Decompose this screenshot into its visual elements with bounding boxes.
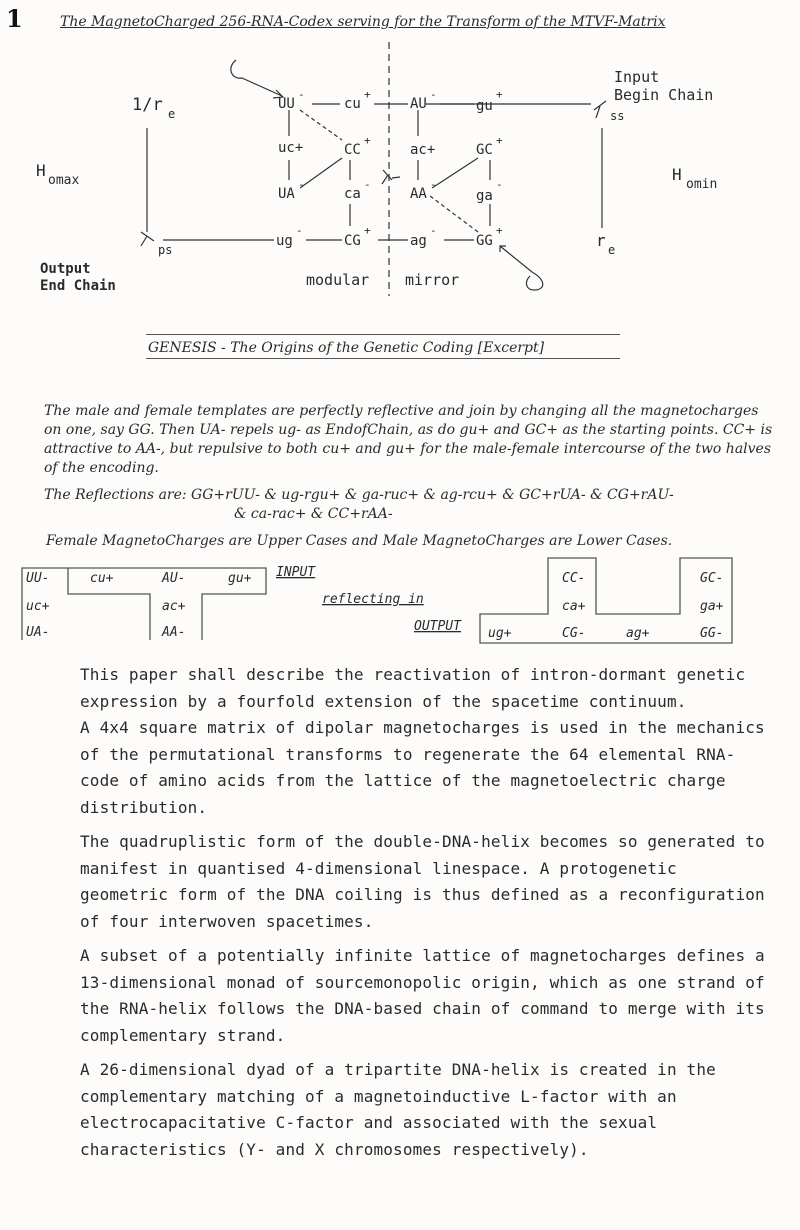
node-GG: GG [476,233,493,249]
tpl-CG: CG- [562,626,586,641]
re-label: r [596,231,606,250]
intro-paragraph: The male and female templates are perfectly reflective and join by changing all the magnetocharges on one, say GG. Then UA- repels ug- as EndofChain, as do gu+ and GC+ as the starting points. CC+ is attractive to AA-, but repulsive to both cu+ and gu+ for the male-female intercourse of the two halves of the encoding. [44,403,773,476]
right-template-outline [480,558,732,643]
homin-label: H [672,165,682,184]
tpl-AU: AU- [162,571,186,586]
mirror-label: mirror [405,271,460,289]
tpl-ca: ca+ [562,599,586,614]
node-ug: ug [276,233,293,249]
svg-text:-: - [298,88,305,101]
tpl-reflecting-label: reflecting in [322,592,424,607]
svg-text:+: + [496,134,503,147]
one-over-r-subscript: e [168,107,176,121]
tpl-GG: GG- [700,626,724,641]
reflections-line-1: The Reflections are: GG+rUU- & ug-rgu+ & ga-ruc+ & ag-rcu+ & GC+rUA- & CG+rAU- [44,487,674,503]
tpl-uc: uc+ [26,599,50,614]
svg-text:+: + [364,88,371,101]
output-label-1: Output [40,261,91,277]
start-curl-arrow [231,60,282,96]
re-subscript: e [608,243,616,257]
input-label-1: Input [614,68,660,86]
node-ca: ca [344,186,361,202]
ss-marker [594,101,606,118]
node-AA: AA [410,186,427,202]
tpl-ag: ag+ [626,626,650,641]
genesis-bottom-rule [146,358,620,359]
svg-text:+: + [364,224,371,237]
page-number: 1 [6,4,23,33]
tpl-ga: ga+ [700,599,724,614]
ss-subscript: ss [610,109,625,123]
tpl-UU: UU- [26,571,50,586]
node-gu: gu [476,98,493,114]
node-CG: CG [344,233,361,249]
tpl-cu: cu+ [90,571,114,586]
svg-text:+: + [364,134,371,147]
tpl-output-label: OUTPUT [414,619,461,634]
cases-line: Female MagnetoCharges are Upper Cases and Male MagnetoCharges are Lower Cases. [46,533,673,549]
node-AU: AU [410,96,427,112]
node-uc: uc+ [278,140,304,156]
svg-text:-: - [296,224,303,237]
homin-subscript: omin [686,177,718,192]
output-label-2: End Chain [40,278,116,294]
svg-text:-: - [430,88,437,101]
genesis-heading: GENESIS - The Origins of the Genetic Coding [Excerpt] [148,340,545,356]
svg-text:-: - [430,178,437,191]
codex-diagram [0,34,800,304]
paragraph-5: A 26-dimensional dyad of a tripartite DNA-helix is created in the complementary matching of a magnetoinductive L-factor with an electrocapacitative C-factor and associated with the sexual characteristics (Y- and X chromosomes respectively). [80,1060,716,1159]
tpl-GC: GC- [700,571,724,586]
paragraph-2: A 4x4 square matrix of dipolar magnetocharges is used in the mechanics of the permutational transforms to regenerate the 64 elemental RNA-code of amino acids from the lattice of the magnetoelectric charge distribution. [80,718,765,817]
svg-text:-: - [496,178,503,191]
one-over-r-label: 1/r [132,95,163,115]
reflections-line-2: & ca-rac+ & CC+rAA- [234,506,393,522]
tpl-UA: UA- [26,625,50,640]
node-cu: cu [344,96,361,112]
svg-text:-: - [430,224,437,237]
template-diagram [0,552,800,648]
homax-subscript: omax [48,173,80,188]
paragraph-3: The quadruplistic form of the double-DNA-helix becomes so generated to manifest in quantised 4-dimensional linespace. A protogenetic geometric form of the DNA coiling is thus defined as a reconfiguration of four interwoven spacetimes. [80,832,765,931]
tpl-ac: ac+ [162,599,186,614]
modular-label: modular [306,271,370,289]
svg-text:-: - [364,178,371,191]
ps-subscript: ps [158,243,173,257]
node-ac: ac+ [410,142,436,158]
center-marker [382,170,400,184]
node-GC: GC [476,142,493,158]
tpl-gu: gu+ [228,571,252,586]
tpl-input-label: INPUT [276,565,316,580]
reflections-block [44,486,774,524]
paragraph-1: This paper shall describe the reactivation of intron-dormant genetic expression by a fourfold extension of the spacetime continuum. [80,665,746,711]
node-ag: ag [410,233,427,249]
node-ga: ga [476,188,493,204]
node-UU: UU [278,96,295,112]
input-label-2: Begin Chain [614,86,714,104]
document-title: The MagnetoCharged 256-RNA-Codex serving for the Transform of the MTVF-Matrix [60,14,666,30]
ps-marker [141,232,154,246]
node-UA: UA [278,186,295,202]
node-CC: CC [344,142,361,158]
tpl-CC: CC- [562,571,586,586]
paragraph-4: A subset of a potentially infinite lattice of magnetocharges defines a 13-dimensional monad of sourcemonopolic origin, which as one strand of the RNA-helix follows the DNA-based chain of command to merge with its complementary strand. [80,946,765,1045]
svg-text:+: + [496,224,503,237]
body-text [80,662,770,1163]
tpl-ug: ug+ [488,626,512,641]
genesis-top-rule [146,334,620,335]
tpl-AA: AA- [162,625,186,640]
homax-label: H [36,161,46,180]
svg-text:+: + [496,88,503,101]
svg-text:-: - [298,178,305,191]
